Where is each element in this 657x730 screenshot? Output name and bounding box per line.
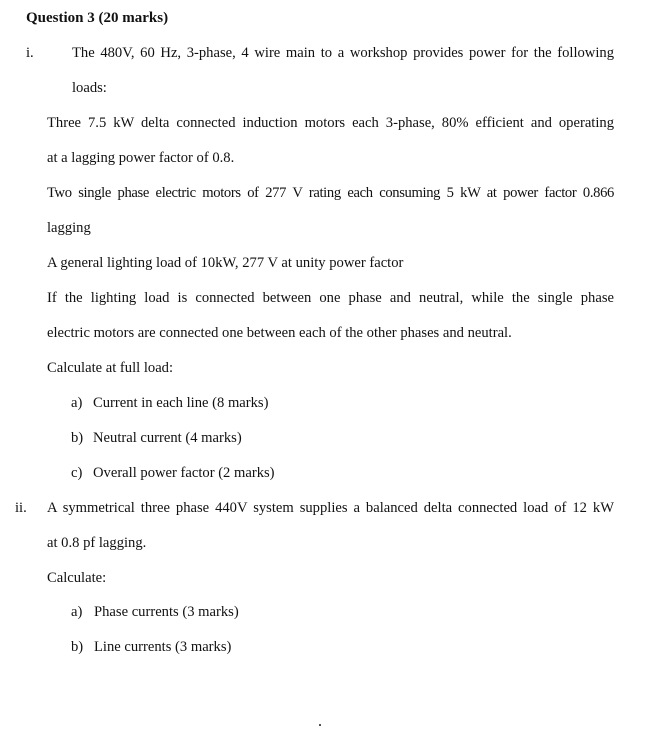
part-i-calculate-label: Calculate at full load: <box>47 360 174 376</box>
part-ii-item-b-text: Line currents (3 marks) <box>94 639 232 655</box>
load2-line1: Two single phase electric motors of 277 V rating each consuming 5 kW at power factor 0.866 <box>47 185 614 201</box>
connection-line2: electric motors are connected one between each of the other phases and neutral. <box>47 325 512 341</box>
part-ii-item-b-label: b) <box>71 639 84 655</box>
part-ii-calculate-label: Calculate: <box>47 570 107 586</box>
question-title: Question 3 (20 marks) <box>26 10 169 26</box>
part-ii-intro-line1: A symmetrical three phase 440V system supplies a balanced delta connected load of 12 kW <box>47 500 614 516</box>
part-i-item-b-label: b) <box>71 430 84 446</box>
load1-line1: Three 7.5 kW delta connected induction motors each 3-phase, 80% efficient and operating <box>47 115 614 131</box>
part-ii-item-a-text: Phase currents (3 marks) <box>94 604 239 620</box>
part-i-item-a-text: Current in each line (8 marks) <box>93 395 269 411</box>
part-i-numeral: i. <box>26 45 34 61</box>
part-i-item-b-text: Neutral current (4 marks) <box>93 430 242 446</box>
part-ii-numeral: ii. <box>15 500 27 516</box>
connection-line1: If the lighting load is connected between one phase and neutral, while the single phase <box>47 290 614 306</box>
page-speck <box>319 724 321 726</box>
part-ii-item-a-label: a) <box>71 604 83 620</box>
part-i-item-c-text: Overall power factor (2 marks) <box>93 465 275 481</box>
part-i-item-a-label: a) <box>71 395 83 411</box>
load1-line2: at a lagging power factor of 0.8. <box>47 150 235 166</box>
part-i-item-c-label: c) <box>71 465 83 481</box>
load2-line2: lagging <box>47 220 91 236</box>
part-i-intro-line2: loads: <box>72 80 107 96</box>
part-ii-intro-line2: at 0.8 pf lagging. <box>47 535 147 551</box>
part-i-intro-line1: The 480V, 60 Hz, 3-phase, 4 wire main to a workshop provides power for the following <box>72 45 614 61</box>
load3-line: A general lighting load of 10kW, 277 V at unity power factor <box>47 255 404 271</box>
